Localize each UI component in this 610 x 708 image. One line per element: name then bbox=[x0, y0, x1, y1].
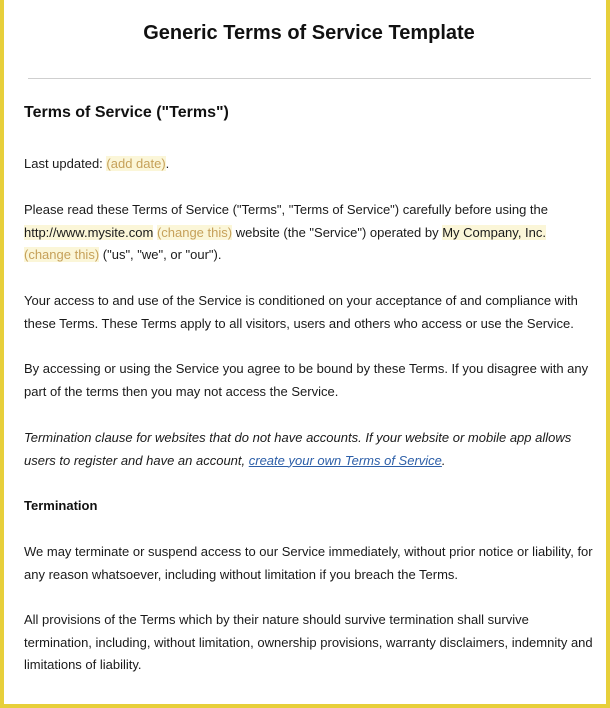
section-heading: Terms of Service ("Terms") bbox=[24, 104, 229, 121]
termination-note bbox=[24, 427, 596, 472]
intro-paragraph bbox=[24, 199, 596, 267]
create-tos-link[interactable]: create your own Terms of Service bbox=[248, 452, 442, 468]
last-updated-end: . bbox=[165, 156, 170, 171]
termination-paragraph-1: We may terminate or suspend access to our Service immediately, without prior notice or liability, for any reason whatsoever, including without limitation if you breach the Terms. bbox=[24, 544, 593, 582]
date-placeholder: (add date) bbox=[106, 156, 166, 171]
last-updated-line bbox=[24, 153, 596, 176]
document-title: Generic Terms of Service Template bbox=[143, 22, 475, 44]
access-paragraph: Your access to and use of the Service is conditioned on your acceptance of and compliance with these Terms. These Terms apply to all visitors, users and others who access or use the Service. bbox=[24, 293, 578, 331]
termination-heading: Termination bbox=[24, 498, 98, 513]
note-text: Termination clause for websites that do not have accounts. If your website or mobile app allows users to register and have an account, bbox=[24, 430, 572, 468]
title-divider bbox=[28, 78, 591, 79]
note-end: . bbox=[441, 452, 446, 468]
url-placeholder: (change this) bbox=[156, 224, 233, 240]
site-url: http://www.mysite.com bbox=[24, 224, 154, 240]
intro-text-3: ("us", "we", or "our"). bbox=[99, 247, 222, 262]
last-updated-label: Last updated: bbox=[24, 156, 107, 171]
agree-paragraph: By accessing or using the Service you agree to be bound by these Terms. If you disagree with any part of the terms then you may not access the Service. bbox=[24, 361, 589, 399]
company-name: My Company, Inc. bbox=[442, 224, 546, 240]
termination-paragraph-2: All provisions of the Terms which by their nature should survive termination shall survive termination, including, without limitation, ownership provisions, warranty disclaimers, indemnity and limitations of liability. bbox=[24, 612, 593, 672]
intro-text-1: Please read these Terms of Service ("Terms", "Terms of Service") carefully before using the bbox=[24, 202, 548, 217]
intro-text-2: website (the "Service") operated by bbox=[232, 224, 443, 240]
company-placeholder: (change this) bbox=[24, 247, 100, 262]
